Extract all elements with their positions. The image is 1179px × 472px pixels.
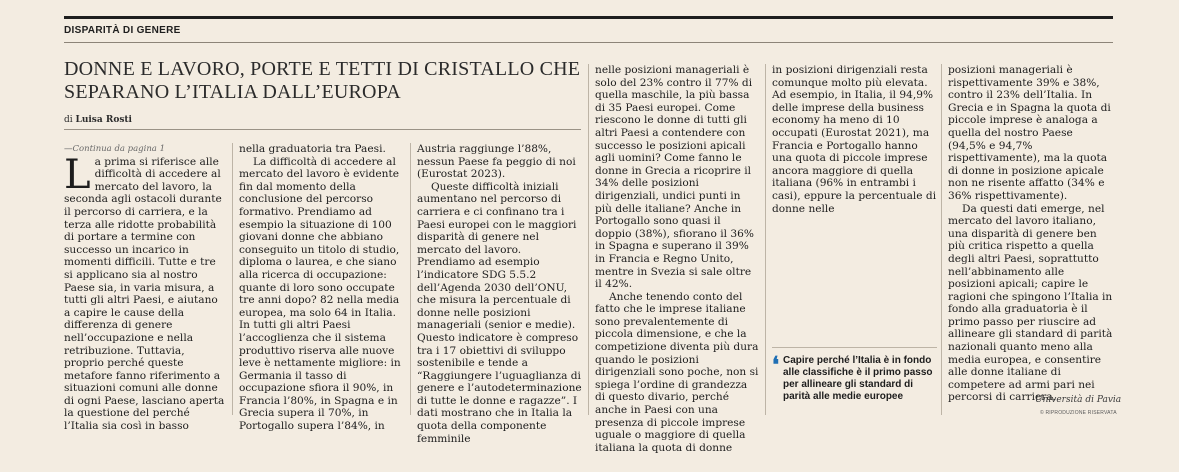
article-column-3 [417,143,582,445]
pullquote-rule [772,347,937,348]
paragraph: nella graduatoria tra Paesi. [239,143,386,155]
paragraph: La difficoltà di accedere al mercato del lavoro è evidente fin dal momento della conclusione del percorso formativo. Prendiamo ad esempio la situazione di 100 giovani donne che abbiano conseguito un titolo di studio, diploma o laurea, e che siano alla ricerca di occupazione: quante di loro sono occupate tre anni dopo? 82 nella media europea, ma solo 64 in Italia. In tutti gli altri Paesi l’accoglienza che il sistema produttivo riserva alle nuove leve è nettamente migliore: in Germania il tasso di occupazione sfiora il 90%, in Francia l’80%, in Spagna e in Grecia supera il 70%, in Portogallo supera l’84%, in [239,155,401,433]
paragraph [64,151,226,433]
column-divider [941,64,942,415]
paragraph: nelle posizioni manageriali è solo del 23% contro il 77% di quella maschile, la più bassa di 35 Paesi europei. Come riescono le donne di tutti gli altri Paesi a contendere con successo le posizioni apicali agli uomini? Come fanno le donne in Grecia a ricoprire il 34% delle posizioni dirigenziali, undici punti in più delle italiane? Anche in Portogallo sono quasi il doppio (38%), sfiorano il 36% in Spagna e superano il 39% in Francia e Regno Unito, mentre in Svezia si sale oltre il 42%. [595,64,754,291]
paragraph-text: a prima si riferisce alle difficoltà di accedere al mercato del lavoro, la seconda agli ostacoli durante il percorso di carriera, e la terza alle ridotte probabilità di portare a termine con successo un incarico in momenti difficili. Tutte e tre si applicano sia al nostro Paese sia, in varia misura, a tutti gli altri Paesi, e aiutano a capire le cause della differenza di genere nell’occupazione e nella retribuzione. Tuttavia, proprio perché queste metafore fanno riferimento a situazioni comuni alle donne di ogni Paese, lasciano aperta la questione del perché l’Italia sia così in basso [64,155,225,433]
byline-prefix: di [64,115,73,125]
author-affiliation: Università di Pavia [1035,395,1122,405]
continued-note: —Continua da pagina 1 [64,144,165,154]
column-divider [232,143,233,415]
article-column-2 [239,143,404,433]
paragraph: Queste difficoltà iniziali aumentano nel percorso di carriera e ci confinano tra i Paesi europei con le maggiori disparità di genere nel mercato del lavoro. Prendiamo ad esempio l’indicatore SDG 5.5.2 dell’Agenda 2030 dell’ONU, che misura la percentuale di donne nelle posizioni manageriali (senior e medie). Questo indicatore è compreso tra i 17 obiettivi di sviluppo sostenibile e tende a “Raggiungere l’uguaglianza di genere e l’autodeterminazione di tutte le donne e ragazze”. I dati mostrano che in Italia la quota della componente femminile [417,180,582,445]
paragraph: in posizioni dirigenziali resta comunque molto più elevata. Ad esempio, in Italia, il 94,9% delle imprese della business economy ha meno di 10 occupati (Eurostat 2021), ma Francia e Portogallo hanno una quota di piccole imprese ancora maggiore di quella italiana (96% in entrambi i casi), eppure la percentuale di donne nelle [772,64,937,215]
quote-mark-icon: ❛ [772,352,780,378]
author-name: Luisa Rosti [75,115,132,125]
article-column-5 [772,64,937,215]
pullquote [772,352,937,403]
rights-notice: © RIPRODUZIONE RISERVATA [1040,410,1117,416]
byline [64,115,132,125]
paragraph: posizioni manageriali è rispettivamente 39% e 38%, contro il 23% dell’Italia. In Grecia e in Spagna la quota di piccole imprese è analoga a quella del nostro Paese (94,5% e 94,7% rispettivamente), ma la quota di donne in posizione apicale non ne risente affatto (34% e 36% rispettivamente). [948,64,1111,202]
drop-cap: L [64,151,91,198]
headline-rule [64,129,581,130]
article-column-4 [595,64,760,454]
paragraph: Austria raggiunge l’88%, nessun Paese fa peggio di noi (Eurostat 2023). [417,143,576,181]
paragraph: Anche tenendo conto del fatto che le imprese italiane sono prevalentemente di piccola dimensione, e che la competizione diventa più dura quando le posizioni dirigenziali sono poche, non si spiega l’ordine di grandezza di questo divario, perché anche in Paesi con una presenza di piccole imprese uguale o maggiore di quella italiana la quota di donne [595,290,759,454]
section-rule [64,42,1113,43]
section-label: DISPARITÀ DI GENERE [64,25,181,36]
column-divider [588,64,589,415]
paragraph: Da questi dati emerge, nel mercato del lavoro italiano, una disparità di genere ben più critica rispetto a quella degli altri Paesi, soprattutto nell’abbinamento alle posizioni apicali; capire le ragioni che spingono l’Italia in fondo alla graduatoria è il primo passo per riuscire ad allineare gli standard di parità nazionali quanto meno alla media europea, e consentire alle donne italiane di competere ad armi pari nei percorsi di carriera. [948,202,1113,404]
headline: DONNE E LAVORO, PORTE E TETTI DI CRISTALLO CHE SEPARANO L’ITALIA DALL’EUROPA [64,58,581,103]
column-divider [410,143,411,415]
pullquote-text: Capire perché l’Italia è in fondo alle classifiche è il primo passo per allineare gli standard di parità alle medie europee [783,355,933,402]
article-column-1 [64,143,226,433]
column-divider [765,64,766,415]
top-rule [64,16,1113,19]
article-column-6 [948,64,1113,404]
